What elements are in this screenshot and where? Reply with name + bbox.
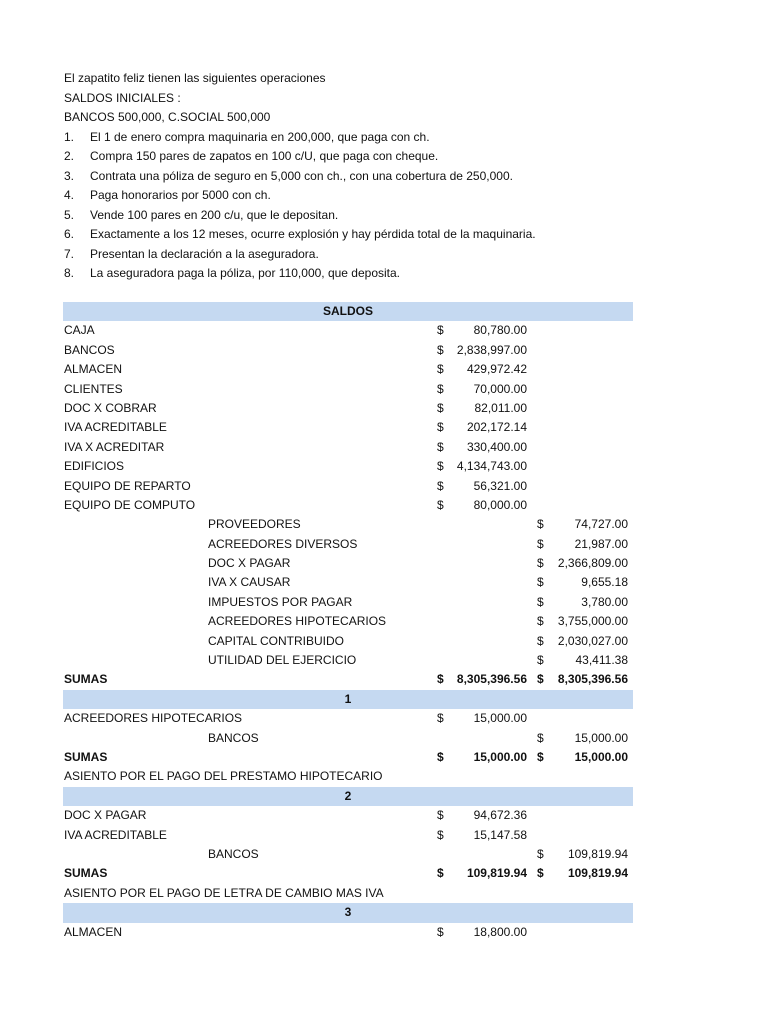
credit-amount: 21,987.00: [574, 536, 628, 551]
account-name: DOC X COBRAR: [64, 400, 157, 415]
account-name: ALMACEN: [64, 362, 123, 377]
currency-sign: $: [537, 575, 544, 590]
sumas-row: [63, 748, 633, 767]
sumas-debit: 109,819.94: [466, 866, 527, 881]
currency-sign: $: [537, 653, 544, 668]
sumas-label: SUMAS: [64, 672, 108, 687]
account-name: IVA ACREDITABLE: [64, 420, 167, 435]
sumas-credit: 15,000.00: [574, 749, 628, 764]
entry-2-header: 2: [63, 787, 633, 806]
operation-text: Presentan la declaración a la aseguradora.: [90, 246, 319, 261]
operation-text: El 1 de enero compra maquinaria en 200,000, que paga con ch.: [90, 129, 430, 144]
currency-sign: $: [537, 730, 544, 745]
currency-sign: $: [537, 517, 544, 532]
entry-description-text: ASIENTO POR EL PAGO DE LETRA DE CAMBIO MAS IVA: [64, 885, 384, 900]
debit-amount: 330,400.00: [466, 439, 527, 454]
currency-sign: $: [437, 439, 444, 454]
account-name: DOC X PAGAR: [208, 556, 291, 571]
operation-item: [64, 245, 684, 265]
account-name: IMPUESTOS POR PAGAR: [208, 594, 353, 609]
sumas-credit: 109,819.94: [567, 866, 628, 881]
operation-text: Vende 100 pares en 200 c/u, que le depositan.: [90, 207, 339, 222]
currency-sign: $: [437, 866, 444, 881]
operation-item: [64, 225, 684, 245]
credit-amount: 3,780.00: [581, 594, 628, 609]
sumas-credit: 8,305,396.56: [557, 672, 628, 687]
credit-amount: 2,030,027.00: [557, 633, 628, 648]
debit-amount: 94,672.36: [473, 808, 527, 823]
debit-row: [63, 380, 633, 399]
account-name: CLIENTES: [64, 381, 123, 396]
operation-number: 6.: [64, 227, 75, 241]
debit-row: [63, 399, 633, 418]
account-name: IVA X ACREDITAR: [64, 439, 165, 454]
ledger-sheet: [63, 302, 633, 942]
currency-sign: $: [537, 846, 544, 861]
debit-row: [63, 360, 633, 379]
credit-row: [63, 593, 633, 612]
operation-text: La aseguradora paga la póliza, por 110,000, que deposita.: [90, 266, 401, 280]
account-name: UTILIDAD DEL EJERCICIO: [208, 653, 357, 668]
operation-text: Paga honorarios por 5000 con ch.: [90, 188, 271, 202]
debit-row: [63, 438, 633, 457]
account-name: CAPITAL CONTRIBUIDO: [208, 633, 345, 648]
debit-row: [63, 457, 633, 476]
currency-sign: $: [437, 749, 444, 764]
currency-sign: $: [437, 478, 444, 493]
debit-amount: 82,011.00: [474, 400, 527, 415]
debit-row: [63, 826, 633, 845]
currency-sign: $: [537, 556, 544, 571]
debit-row: [63, 321, 633, 340]
currency-sign: $: [437, 497, 444, 512]
operation-number: 8.: [64, 266, 75, 280]
debit-amount: 15,000.00: [473, 711, 527, 726]
operation-text: Exactamente a los 12 meses, ocurre explosión y hay pérdida total de la maquinaria.: [90, 227, 536, 241]
currency-sign: $: [437, 420, 444, 435]
credit-amount: 74,727.00: [574, 517, 628, 532]
operation-item: [64, 186, 684, 206]
debit-row: [63, 709, 633, 728]
credit-amount: 9,655.18: [581, 575, 628, 590]
currency-sign: $: [437, 381, 444, 396]
operation-item: [64, 206, 684, 226]
credit-row: [63, 729, 633, 748]
credit-row: [63, 845, 633, 864]
debit-row: [63, 806, 633, 825]
debit-row: [63, 418, 633, 437]
debit-amount: 80,000.00: [473, 497, 527, 512]
currency-sign: $: [437, 924, 444, 939]
operation-number: 4.: [64, 188, 75, 202]
debit-amount: 15,147.58: [473, 827, 527, 842]
entry-1-header: 1: [63, 690, 633, 709]
debit-amount: 56,321.00: [473, 478, 527, 493]
account-name: BANCOS: [208, 730, 259, 745]
credit-amount: 3,755,000.00: [557, 614, 628, 629]
account-name: EQUIPO DE REPARTO: [64, 478, 191, 493]
credit-row: [63, 632, 633, 651]
initial-balances-values: BANCOS 500,000, C.SOCIAL 500,000: [64, 110, 271, 124]
account-name: ACREEDORES HIPOTECARIOS: [208, 614, 387, 629]
account-name: ALMACEN: [64, 924, 123, 939]
credit-amount: 2,366,809.00: [557, 556, 628, 571]
currency-sign: $: [437, 362, 444, 377]
account-name: ACREEDORES HIPOTECARIOS: [64, 711, 243, 726]
currency-sign: $: [437, 672, 444, 687]
sumas-label: SUMAS: [64, 866, 108, 881]
operation-item: [64, 147, 684, 167]
entry-3-header: 3: [63, 903, 633, 922]
debit-row: [63, 923, 633, 942]
currency-sign: $: [537, 749, 544, 764]
debit-row: [63, 496, 633, 515]
currency-sign: $: [537, 672, 544, 687]
debit-amount: 80,780.00: [473, 323, 527, 338]
operation-text: Compra 150 pares de zapatos en 100 c/U, que paga con cheque.: [90, 149, 439, 163]
operation-number: 5.: [64, 207, 75, 222]
operation-number: 2.: [64, 149, 75, 163]
credit-row: [63, 573, 633, 592]
credit-row: [63, 554, 633, 573]
debit-amount: 429,972.42: [466, 362, 527, 377]
account-name: BANCOS: [208, 846, 259, 861]
account-name: IVA X CAUSAR: [208, 575, 291, 590]
debit-amount: 2,838,997.00: [456, 342, 527, 357]
operation-text: Contrata una póliza de seguro en 5,000 con ch., con una cobertura de 250,000.: [90, 168, 513, 183]
operation-number: 3.: [64, 168, 75, 183]
currency-sign: $: [437, 323, 444, 338]
operation-item: [64, 128, 684, 148]
account-name: EQUIPO DE COMPUTO: [64, 497, 196, 512]
credit-amount: 15,000.00: [574, 730, 628, 745]
account-name: IVA ACREDITABLE: [64, 827, 167, 842]
credit-row: [63, 515, 633, 534]
account-name: ACREEDORES DIVERSOS: [208, 536, 358, 551]
problem-statement: [64, 69, 684, 284]
initial-balances-label: SALDOS INICIALES :: [64, 90, 181, 105]
entry-description: [63, 767, 633, 786]
currency-sign: $: [437, 827, 444, 842]
account-name: DOC X PAGAR: [64, 808, 147, 823]
entry-description: [63, 884, 633, 903]
currency-sign: $: [537, 614, 544, 629]
credit-row: [63, 612, 633, 631]
currency-sign: $: [537, 633, 544, 648]
sumas-debit: 8,305,396.56: [456, 672, 527, 687]
credit-row: [63, 651, 633, 670]
currency-sign: $: [537, 536, 544, 551]
sumas-row: [63, 670, 633, 689]
currency-sign: $: [437, 342, 444, 357]
entry-description-text: ASIENTO POR EL PAGO DEL PRESTAMO HIPOTECARIO: [64, 769, 383, 784]
saldos-header: SALDOS: [63, 302, 633, 321]
debit-amount: 202,172.14: [466, 420, 527, 435]
operation-item: [64, 264, 684, 284]
debit-amount: 70,000.00: [473, 381, 527, 396]
account-name: PROVEEDORES: [208, 517, 301, 532]
sumas-row: [63, 864, 633, 883]
debit-amount: 4,134,743.00: [456, 459, 527, 474]
account-name: BANCOS: [64, 342, 115, 357]
debit-row: [63, 341, 633, 360]
currency-sign: $: [537, 866, 544, 881]
operation-number: 7.: [64, 246, 75, 261]
operation-item: [64, 167, 684, 187]
credit-row: [63, 535, 633, 554]
currency-sign: $: [437, 400, 444, 415]
currency-sign: $: [437, 459, 444, 474]
currency-sign: $: [537, 594, 544, 609]
sumas-label: SUMAS: [64, 749, 108, 764]
debit-row: [63, 477, 633, 496]
credit-amount: 109,819.94: [567, 846, 628, 861]
currency-sign: $: [437, 808, 444, 823]
debit-amount: 18,800.00: [473, 924, 527, 939]
currency-sign: $: [437, 711, 444, 726]
account-name: EDIFICIOS: [64, 459, 125, 474]
sumas-debit: 15,000.00: [473, 749, 527, 764]
account-name: CAJA: [64, 323, 95, 338]
credit-amount: 43,411.38: [575, 653, 628, 668]
problem-title: El zapatito feliz tienen las siguientes operaciones: [64, 71, 326, 85]
operation-number: 1.: [64, 129, 75, 144]
